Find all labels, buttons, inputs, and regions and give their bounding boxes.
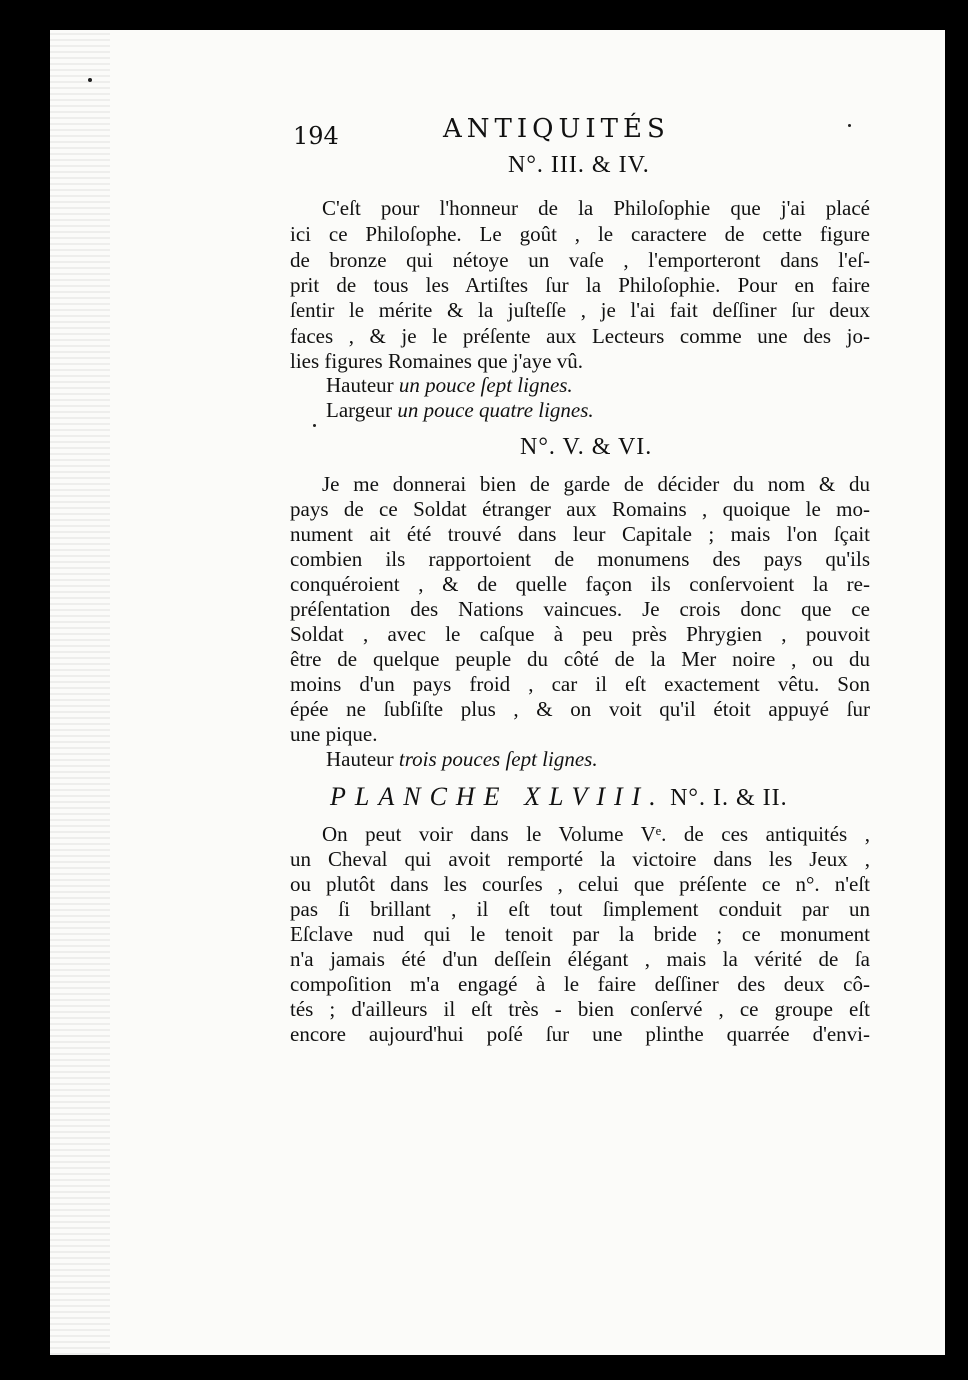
paragraph-line: ici ce Philoſophe. Le goût , le caractere de cette figure xyxy=(290,222,870,246)
paragraph-line: nument ait été trouvé dans leur Capitale ; mais l'on ſçait xyxy=(290,522,870,546)
page-number: 194 xyxy=(293,122,339,150)
paragraph-line: un Cheval qui avoit remporté la victoire dans les Jeux , xyxy=(290,847,870,871)
paragraph-line: être de quelque peuple du côté de la Mer noire , ou du xyxy=(290,647,870,671)
paragraph-line: pas ſi brillant , il eſt tout ſimplement conduit par un xyxy=(290,897,870,921)
paragraph-line: de bronze qui nétoye un vaſe , l'emporteront dans l'eſ- xyxy=(290,248,870,272)
paragraph-line: une pique. xyxy=(290,722,378,746)
plate-title: PLANCHE XLVIII. xyxy=(330,782,665,811)
scan-speck xyxy=(313,424,316,427)
dimension-value: un pouce quatre lignes. xyxy=(397,398,594,422)
paragraph-line: faces , & je le préſente aux Lecteurs comme une des jo- xyxy=(290,324,870,348)
paragraph-line: pays de ce Soldat étranger aux Romains , quoique le mo- xyxy=(290,497,870,521)
scan-speck xyxy=(848,124,851,127)
paragraph-line: moins d'un pays froid , car il eſt exactement vêtu. Son xyxy=(290,672,870,696)
paragraph-line: ou plutôt dans les courſes , celui que préſente ce n°. n'eſt xyxy=(290,872,870,896)
paragraph-line: encore aujourd'hui poſé ſur une plinthe quarrée d'envi- xyxy=(290,1022,870,1046)
paragraph-line: On peut voir dans le Volume Vᵉ. de ces antiquités , xyxy=(322,822,870,846)
paragraph-line: conquéroient , & de quelle façon ils conſervoient la re- xyxy=(290,572,870,596)
paragraph-line: Eſclave nud qui le tenoit par la bride ; ce monument xyxy=(290,922,870,946)
dimension-value: trois pouces ſept lignes. xyxy=(398,747,598,771)
section-heading: N°. V. & VI. xyxy=(520,434,653,460)
paragraph-line: combien ils rapportoient de monumens des pays qu'ils xyxy=(290,547,870,571)
paragraph-line: Je me donnerai bien de garde de décider du nom & du xyxy=(322,472,870,496)
paragraph-line: compoſition m'a engagé à le faire deſſiner des deux cô- xyxy=(290,972,870,996)
paragraph-line: préſentation des Nations vaincues. Je crois donc que ce xyxy=(290,597,870,621)
dimension-line xyxy=(326,747,598,772)
paragraph-line: épée ne ſubſiſte plus , & on voit qu'il étoit appuyé ſur xyxy=(290,697,870,721)
paragraph-line: lies figures Romaines que j'aye vû. xyxy=(290,349,584,373)
plate-numbers: N°. I. & II. xyxy=(670,785,788,811)
page-edge-scan-noise xyxy=(50,30,110,1355)
plate-heading xyxy=(330,782,788,812)
scan-speck xyxy=(88,78,92,82)
paragraph-line: prit de tous les Artiſtes ſur la Philoſophie. Pour en faire xyxy=(290,273,870,297)
running-title: ANTIQUITÉS xyxy=(443,114,670,144)
dimension-label: Hauteur xyxy=(326,747,394,771)
paragraph-line: C'eſt pour l'honneur de la Philoſophie que j'ai placé xyxy=(322,196,870,220)
dimension-line xyxy=(326,373,573,398)
section-heading: N°. III. & IV. xyxy=(508,152,650,178)
dimension-line xyxy=(326,398,594,423)
dimension-label: Hauteur xyxy=(326,373,394,397)
paragraph-line: n'a jamais été d'un deſſein élégant , mais la vérité de ſa xyxy=(290,947,870,971)
dimension-value: un pouce ſept lignes. xyxy=(398,373,573,397)
paragraph-line: ſentir le mérite & la juſteſſe , je l'ai fait deſſiner ſur deux xyxy=(290,298,870,322)
paragraph-line: tés ; d'ailleurs il eſt très - bien conſervé , ce groupe eſt xyxy=(290,997,870,1021)
dimension-label: Largeur xyxy=(326,398,393,422)
paragraph-line: Soldat , avec le caſque à peu près Phrygien , pouvoit xyxy=(290,622,870,646)
